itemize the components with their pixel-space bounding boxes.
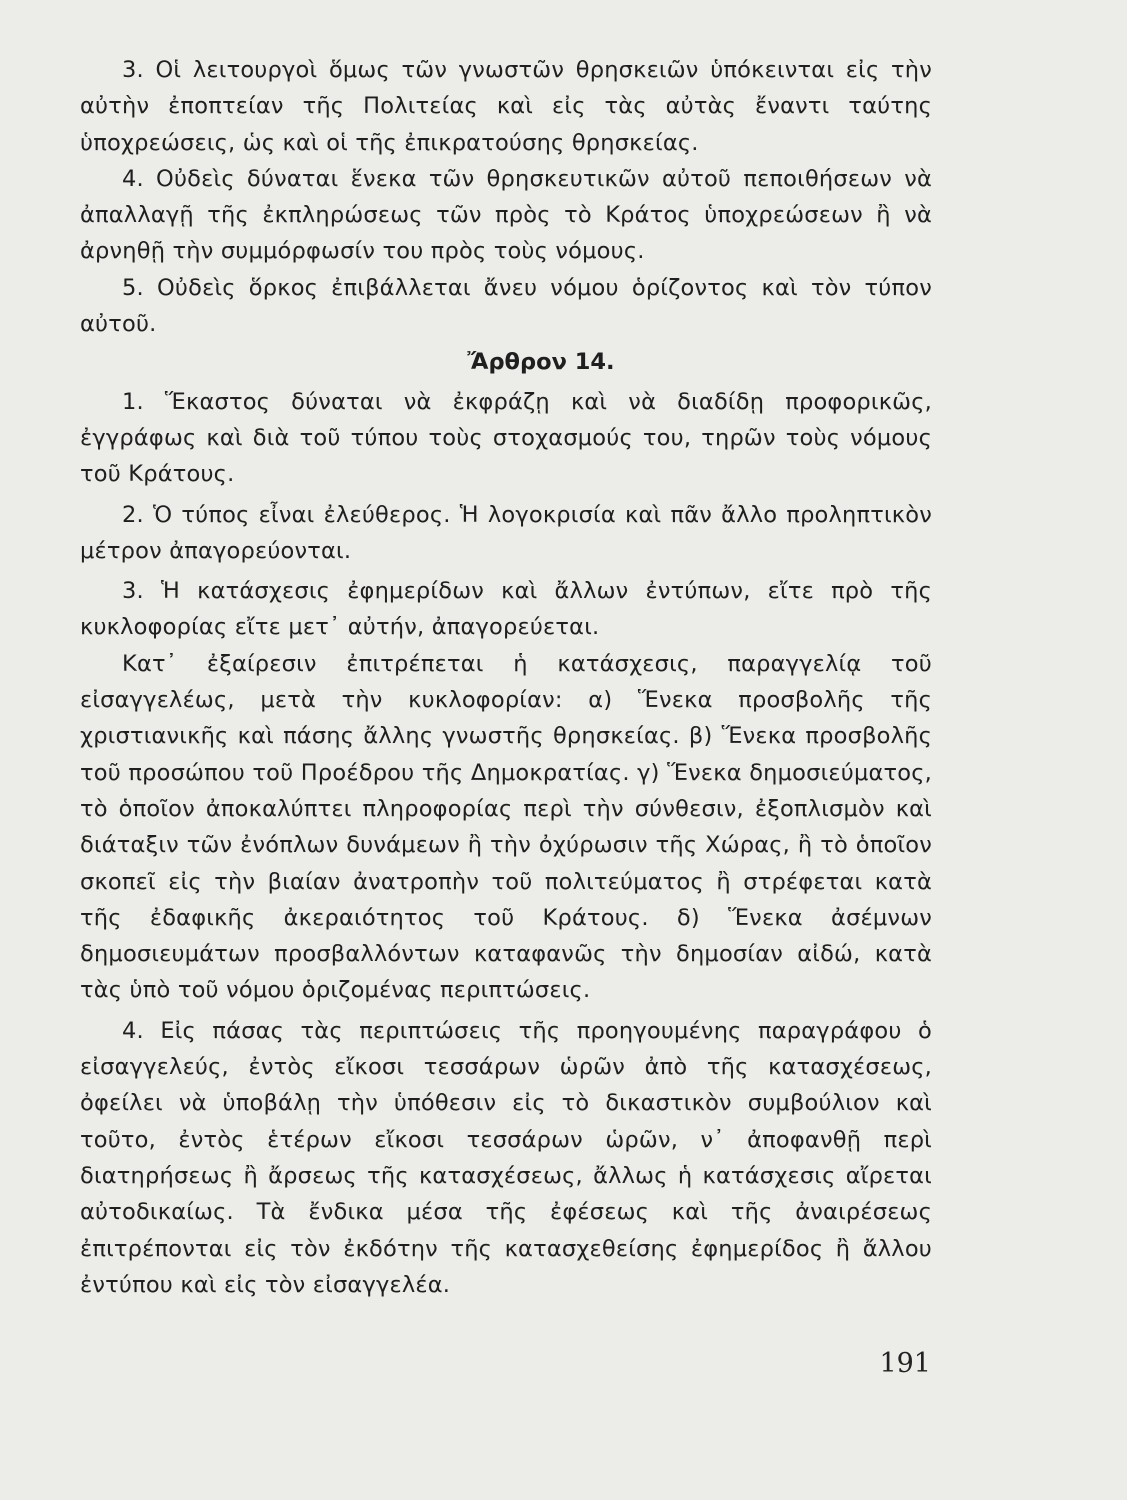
paragraph-5: 5. Οὐδεὶς ὅρκος ἐπιβάλλεται ἄνευ νόμου ὁρίζοντος καὶ τὸν τύπον αὐτοῦ.: [80, 274, 932, 338]
article-paragraph-4: 4. Εἰς πάσας τὰς περιπτώσεις τῆς προηγουμένης παραγράφου ὁ εἰσαγγελεύς, ἐντὸς εἴκοσι τεσσάρων ὡρῶν ἀπὸ τῆς κατασχέσεως, ὀφείλει νὰ ὑποβάλῃ τὴν ὑπόθεσιν εἰς τὸ δικαστικὸν συμβούλιον καὶ τοῦτο, ἐντὸς ἑτέρων εἴκοσι τεσσάρων ὡρῶν, ν᾽ ἀποφανθῇ περὶ διατηρήσεως ἢ ἄρσεως τῆς κατασχέσεως, ἄλλως ἡ κατάσχεσις αἴρεται αὐτοδικαίως. Τὰ ἔνδικα μέσα τῆς ἐφέσεως καὶ τῆς ἀναιρέσεως ἐπιτρέπονται εἰς τὸν ἐκδότην τῆς κατασχεθείσης ἐφημερίδος ἢ ἄλλου ἐντύπου καὶ εἰς τὸν εἰσαγγελέα.: [80, 1017, 932, 1298]
page-number: 191: [879, 1348, 931, 1379]
document-body: [80, 52, 932, 1303]
article-heading: Ἄρθρον 14.: [467, 349, 615, 376]
article-paragraph-2: 2. Ὁ τύπος εἶναι ἐλεύθερος. Ἡ λογοκρισία καὶ πᾶν ἄλλο προληπτικὸν μέτρον ἀπαγορεύονται.: [80, 501, 932, 564]
article-paragraph-3-exception: Κατ᾽ ἐξαίρεσιν ἐπιτρέπεται ἡ κατάσχεσις, παραγγελίᾳ τοῦ εἰσαγγελέως, μετὰ τὴν κυκλοφορίαν: α) Ἕνεκα προσβολῆς τῆς χριστιανικῆς καὶ πάσης ἄλλης γνωστῆς θρησκείας. β) Ἕνεκα προσβολῆς τοῦ προσώπου τοῦ Προέδρου τῆς Δημοκρατίας. γ) Ἕνεκα δημοσιεύματος, τὸ ὁποῖον ἀποκαλύπτει πληροφορίας περὶ τὴν σύνθεσιν, ἐξοπλισμὸν καὶ διάταξιν τῶν ἐνόπλων δυνάμεων ἢ τὴν ὀχύρωσιν τῆς Χώρας, ἢ τὸ ὁποῖον σκοπεῖ εἰς τὴν βιαίαν ἀνατροπὴν τοῦ πολιτεύματος ἢ στρέφεται κατὰ τῆς ἐδαφικῆς ἀκεραιότητος τοῦ Κράτους. δ) Ἕνεκα ἀσέμνων δημοσιευμάτων προσβαλλόντων καταφανῶς τὴν δημοσίαν αἰδώ, κατὰ τὰς ὑπὸ τοῦ νόμου ὁριζομένας περιπτώσεις.: [80, 650, 932, 1004]
paragraph-3: 3. Οἱ λειτουργοὶ ὅμως τῶν γνωστῶν θρησκειῶν ὑπόκεινται εἰς τὴν αὐτὴν ἐποπτείαν τῆς Πολιτείας καὶ εἰς τὰς αὐτὰς ἔναντι ταύτης ὑποχρεώσεις, ὡς καὶ οἱ τῆς ἐπικρατούσης θρησκείας.: [80, 57, 932, 156]
paragraph-4: 4. Οὐδεὶς δύναται ἕνεκα τῶν θρησκευτικῶν αὐτοῦ πεποιθήσεων νὰ ἀπαλλαγῇ τῆς ἐκπληρώσεως τῶν πρὸς τὸ Κράτος ὑποχρεώσεων ἢ νὰ ἀρνηθῇ τὴν συμμόρφωσίν του πρὸς τοὺς νόμους.: [80, 165, 932, 265]
article-paragraph-1: 1. Ἕκαστος δύναται νὰ ἐκφράζῃ καὶ νὰ διαδίδῃ προφορικῶς, ἐγγράφως καὶ διὰ τοῦ τύπου τοὺς στοχασμούς του, τηρῶν τοὺς νόμους τοῦ Κράτους.: [80, 388, 932, 488]
article-paragraph-3: 3. Ἡ κατάσχεσις ἐφημερίδων καὶ ἄλλων ἐντύπων, εἴτε πρὸ τῆς κυκλοφορίας εἴτε μετ᾽ αὐτήν, ἀπαγορεύεται.: [80, 578, 932, 641]
